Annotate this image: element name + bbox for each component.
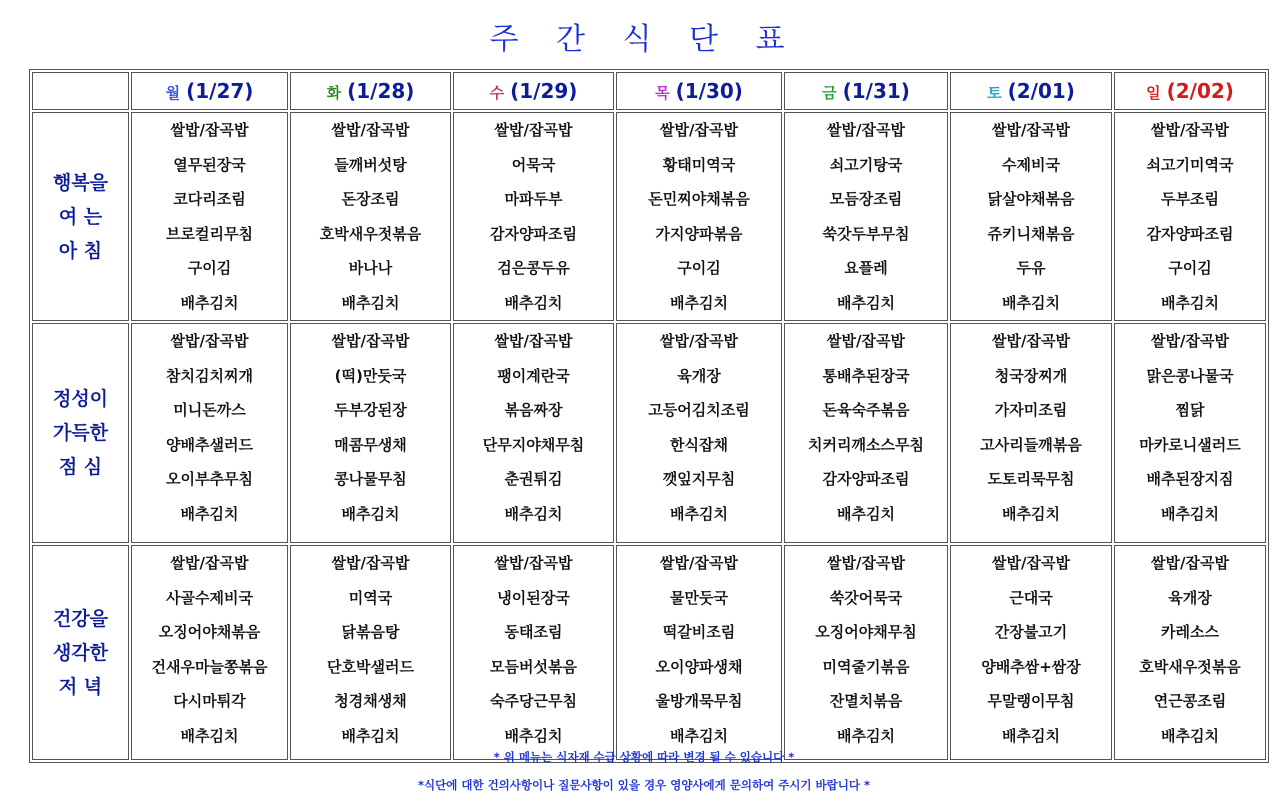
menu-item: 돈장조림 (341, 190, 400, 208)
menu-item: 숙주당근무침 (490, 692, 577, 710)
meal-label (32, 545, 129, 760)
menu-item: 배추김치 (837, 726, 895, 745)
day-date: (1/28) (347, 79, 415, 103)
menu-cell (950, 545, 1112, 760)
menu-item: 한식잡채 (670, 435, 728, 454)
menu-cell (290, 545, 451, 760)
menu-item: 쌀밥/잡곡밥 (170, 554, 249, 572)
menu-cell (784, 545, 948, 760)
menu-item: 배추된장지짐 (1146, 470, 1234, 488)
menu-item: 미역국 (348, 588, 393, 607)
day-icon-mon: 월 (165, 84, 181, 102)
menu-item: 미역줄기볶음 (822, 657, 910, 676)
menu-item: 배추김치 (837, 293, 895, 312)
menu-item: 배추김치 (504, 504, 563, 523)
menu-item: 돈육숙주볶음 (822, 401, 910, 419)
menu-item: 호박새우젓볶음 (1139, 657, 1241, 676)
menu-item: 마카로니샐러드 (1139, 435, 1241, 454)
menu-item: 볶음짜장 (504, 401, 563, 419)
menu-item: 쌀밥/잡곡밥 (494, 332, 573, 350)
menu-item: 배추김치 (341, 726, 400, 745)
menu-item: 사골수제비국 (166, 588, 253, 607)
day-date: (2/01) (1007, 79, 1075, 103)
menu-cell (290, 323, 451, 543)
menu-item: 물만둣국 (670, 588, 728, 607)
day-icon-tue: 화 (326, 84, 342, 102)
menu-item: 고등어김치조림 (648, 401, 750, 419)
menu-item: 마파두부 (504, 190, 563, 208)
note-contact-dietitian: *식단에 대한 건의사항이나 질문사항이 있을 경우 영양사에게 문의하여 주시기 바랍니다 * (418, 778, 870, 792)
menu-item: 쌀밥/잡곡밥 (992, 121, 1070, 139)
menu-item: 감자양파조림 (1146, 224, 1234, 243)
menu-item: 배추김치 (670, 726, 728, 745)
menu-item: 두부강된장 (334, 401, 407, 419)
meal-row (32, 545, 1266, 760)
menu-item: 울방개묵무침 (655, 692, 743, 710)
menu-item: 단무지야채무침 (482, 435, 585, 454)
menu-item: 육개장 (1168, 588, 1212, 607)
menu-item: 오이양파생채 (655, 657, 743, 676)
menu-item: 건새우마늘쫑볶음 (151, 657, 268, 676)
menu-item: 코다리조림 (173, 190, 246, 208)
menu-cell (616, 323, 782, 543)
menu-item: 배추김치 (180, 726, 239, 745)
menu-item: 오징어야채볶음 (158, 623, 261, 641)
menu-item: 감자양파조림 (490, 224, 577, 243)
note-menu-change: * 위 메뉴는 식자재 수급 상황에 따라 변경 될 수 있습니다 * (493, 750, 795, 764)
menu-item: 쇠고기미역국 (1146, 155, 1234, 174)
menu-item: 양배추쌈+쌈장 (981, 657, 1081, 676)
menu-cell (784, 323, 948, 543)
meal-label-line: 정성이 (52, 388, 109, 410)
day-date: (2/02) (1166, 79, 1234, 103)
day-date: (1/27) (186, 79, 254, 103)
menu-item: 구이김 (677, 259, 721, 277)
weekly-menu-table (29, 69, 1269, 763)
menu-item: 배추김치 (180, 504, 239, 523)
menu-item: 배추김치 (341, 293, 400, 312)
meal-label-line: 점 심 (58, 456, 103, 478)
menu-cell (131, 545, 288, 760)
menu-item: 쌀밥/잡곡밥 (992, 554, 1070, 572)
menu-item: 쌀밥/잡곡밥 (170, 121, 249, 139)
menu-item: 가자미조림 (994, 401, 1068, 419)
meal-label-line: 저 녁 (58, 675, 103, 698)
menu-item: 쑥갓어묵국 (829, 588, 903, 607)
menu-item: 쌀밥/잡곡밥 (494, 121, 573, 139)
menu-item: 근대국 (1009, 588, 1053, 607)
menu-item: 쌀밥/잡곡밥 (331, 554, 410, 572)
day-header-thu (616, 72, 782, 110)
menu-item: 쇠고기탕국 (829, 155, 903, 174)
page-title: 주 간 식 단 표 (489, 22, 799, 57)
menu-item: 두유 (1016, 259, 1046, 277)
day-date: (1/29) (510, 79, 578, 103)
menu-item: 바나나 (348, 259, 393, 277)
menu-cell (453, 545, 614, 760)
menu-item: 깻잎지무침 (662, 470, 736, 488)
menu-item: 어묵국 (511, 155, 556, 174)
menu-item: 구이김 (187, 259, 232, 277)
menu-item: 카레소스 (1161, 623, 1219, 641)
menu-item: 열무된장국 (173, 155, 246, 174)
menu-cell (950, 323, 1112, 543)
menu-item: 무말랭이무침 (987, 692, 1075, 710)
menu-item: 찜닭 (1175, 401, 1205, 419)
menu-item: 쌀밥/잡곡밥 (992, 332, 1070, 350)
menu-item: 쥬키니채볶음 (987, 224, 1075, 243)
menu-item: 청국장찌개 (994, 366, 1068, 385)
menu-item: 잔멸치볶음 (829, 692, 903, 710)
menu-item: 쌀밥/잡곡밥 (170, 332, 249, 350)
day-icon-sat: 토 (987, 84, 1002, 102)
menu-item: 쌀밥/잡곡밥 (494, 554, 573, 572)
menu-item: 쌀밥/잡곡밥 (827, 121, 905, 139)
meal-row (32, 323, 1266, 543)
menu-item: 쌀밥/잡곡밥 (660, 554, 738, 572)
menu-item: 팽이계란국 (497, 366, 570, 385)
menu-item: 쌀밥/잡곡밥 (1151, 332, 1229, 350)
menu-item: 모듬장조림 (829, 190, 903, 208)
meal-label-line: 생각한 (52, 641, 109, 664)
day-icon-sun: 일 (1146, 84, 1161, 102)
menu-item: 돈민찌야채볶음 (648, 190, 750, 208)
menu-item: 오이부추무침 (166, 470, 253, 488)
menu-item: 고사리들깨볶음 (980, 435, 1082, 454)
menu-item: 도토리묵무침 (987, 470, 1075, 488)
menu-item: 황태미역국 (662, 155, 736, 174)
menu-item: 쌀밥/잡곡밥 (827, 554, 905, 572)
menu-item: 쑥갓두부무침 (822, 224, 910, 243)
menu-item: 두부조림 (1161, 190, 1219, 208)
menu-item: 배추김치 (341, 504, 400, 523)
menu-item: 단호박샐러드 (327, 657, 414, 676)
menu-item: 양배추샐러드 (166, 435, 253, 454)
menu-item: 쌀밥/잡곡밥 (660, 332, 738, 350)
meal-label (32, 323, 129, 543)
menu-item: 배추김치 (1002, 293, 1060, 312)
day-icon-fri: 금 (822, 84, 837, 102)
menu-cell (131, 323, 288, 543)
menu-item: 쌀밥/잡곡밥 (827, 332, 905, 350)
menu-item: 배추김치 (504, 726, 563, 745)
menu-item: 배추김치 (670, 504, 728, 523)
menu-item: 배추김치 (504, 293, 563, 312)
meal-label-line: 건강을 (52, 607, 109, 630)
menu-item: 검은콩두유 (497, 259, 570, 277)
meal-label-line: 가득한 (52, 422, 109, 444)
menu-item: 냉이된장국 (497, 588, 570, 607)
menu-cell (131, 112, 288, 321)
day-icon-wed: 수 (489, 84, 505, 102)
menu-item: 배추김치 (1161, 504, 1219, 523)
menu-item: 브로컬리무침 (166, 224, 253, 243)
menu-item: 배추김치 (180, 293, 239, 312)
day-date: (1/31) (842, 79, 910, 103)
day-icon-thu: 목 (655, 84, 670, 102)
menu-item: 미니돈까스 (173, 401, 246, 419)
menu-cell (1114, 323, 1266, 543)
menu-item: 맑은콩나물국 (1146, 366, 1234, 385)
menu-item: 참치김치찌개 (166, 366, 253, 385)
day-header-wed (453, 72, 614, 110)
menu-item: 동태조림 (504, 623, 563, 641)
menu-item: 배추김치 (1002, 726, 1060, 745)
meal-label-line: 행복을 (52, 171, 109, 194)
menu-cell (1114, 545, 1266, 760)
day-header-fri (784, 72, 948, 110)
corner-cell (32, 72, 129, 110)
menu-item: 호박새우젓볶음 (319, 224, 422, 243)
menu-item: 들깨버섯탕 (334, 155, 407, 174)
menu-item: 콩나물무침 (334, 470, 407, 488)
menu-cell (453, 112, 614, 321)
menu-item: 쌀밥/잡곡밥 (660, 121, 738, 139)
menu-item: 쌀밥/잡곡밥 (1151, 554, 1229, 572)
menu-cell (950, 112, 1112, 321)
day-header-sat (950, 72, 1112, 110)
menu-item: 배추김치 (1161, 726, 1219, 745)
menu-item: (떡)만둣국 (334, 366, 407, 385)
menu-item: 연근콩조림 (1153, 692, 1227, 710)
menu-item: 청경채생채 (334, 692, 407, 710)
meal-label-line: 아 침 (58, 239, 103, 262)
menu-item: 구이김 (1168, 259, 1212, 277)
menu-item: 떡갈비조림 (662, 623, 736, 641)
menu-item: 닭볶음탕 (341, 623, 400, 641)
menu-item: 간장불고기 (994, 623, 1068, 641)
meal-label (32, 112, 129, 321)
menu-item: 쌀밥/잡곡밥 (1151, 121, 1229, 139)
menu-cell (290, 112, 451, 321)
menu-item: 배추김치 (837, 504, 895, 523)
header-row (32, 72, 1266, 110)
menu-cell (784, 112, 948, 321)
menu-item: 수제비국 (1002, 155, 1060, 174)
menu-item: 오징어야채무침 (815, 623, 917, 641)
menu-item: 치커리깨소스무침 (808, 435, 924, 454)
day-header-tue (290, 72, 451, 110)
menu-cell (1114, 112, 1266, 321)
meal-label-line: 여 는 (58, 205, 103, 228)
menu-cell (453, 323, 614, 543)
meal-row (32, 112, 1266, 321)
menu-cell (616, 545, 782, 760)
menu-item: 가지양파볶음 (655, 224, 743, 243)
menu-item: 배추김치 (1002, 504, 1060, 523)
menu-item: 모듬버섯볶음 (490, 657, 577, 676)
menu-item: 육개장 (677, 366, 721, 385)
menu-item: 다시마튀각 (173, 692, 246, 710)
menu-item: 통배추된장국 (822, 366, 910, 385)
menu-item: 요플레 (844, 259, 888, 277)
menu-item: 배추김치 (1161, 293, 1219, 312)
menu-item: 춘권튀김 (504, 470, 563, 488)
menu-item: 쌀밥/잡곡밥 (331, 121, 410, 139)
day-date: (1/30) (675, 79, 743, 103)
menu-item: 매콤무생채 (334, 435, 407, 454)
menu-item: 배추김치 (670, 293, 728, 312)
menu-cell (616, 112, 782, 321)
day-header-mon (131, 72, 288, 110)
menu-item: 감자양파조림 (822, 470, 910, 488)
menu-item: 닭살야채볶음 (987, 190, 1075, 208)
day-header-sun (1114, 72, 1266, 110)
menu-item: 쌀밥/잡곡밥 (331, 332, 410, 350)
